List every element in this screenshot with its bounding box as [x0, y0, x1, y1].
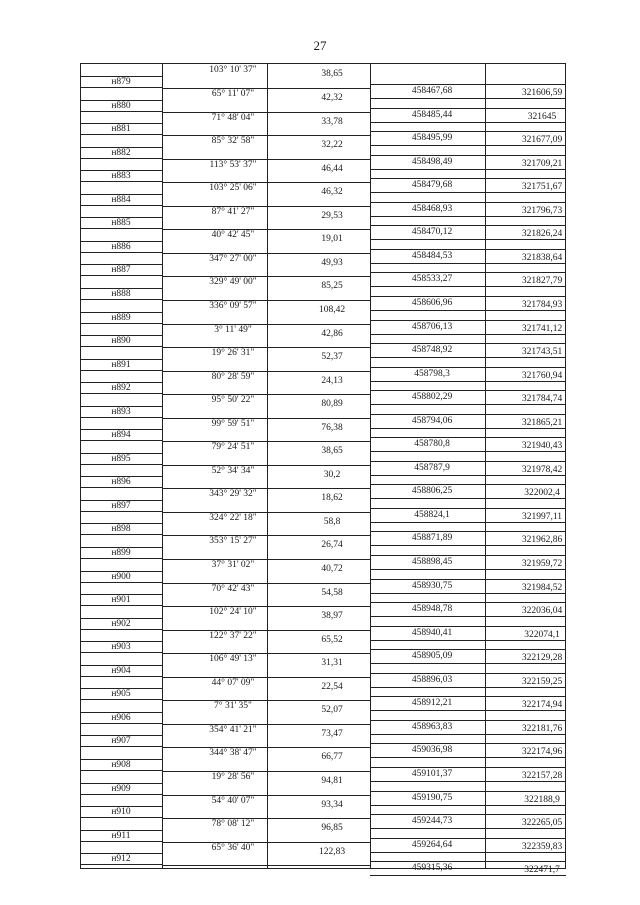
distance-cell: 65,52 — [321, 634, 343, 645]
row-divider — [370, 414, 566, 415]
row-divider — [370, 320, 566, 321]
row-divider — [370, 263, 566, 264]
coord-x-cell: 458905,09 — [411, 651, 453, 662]
page-number: 27 — [313, 38, 327, 53]
row-divider — [370, 334, 566, 335]
row-divider — [370, 555, 566, 556]
bearing-cell: 103° 25' 06" — [209, 183, 257, 194]
bearing-cell: 79° 24' 51" — [211, 442, 255, 453]
row-divider — [81, 228, 162, 229]
row-divider — [370, 437, 566, 438]
coord-y-cell: 322359,83 — [521, 841, 563, 852]
bearing-cell: 19° 28' 56" — [211, 771, 255, 782]
point-id-cell: н893 — [111, 406, 131, 417]
row-divider — [370, 673, 566, 674]
row-divider — [370, 249, 566, 250]
bearing-cell: 343° 29' 32" — [209, 489, 257, 500]
point-id-cell: н911 — [111, 830, 131, 841]
coord-x-cell: 458802,29 — [411, 392, 453, 403]
point-id-cell: н891 — [111, 359, 131, 370]
bearing-cell: 37° 31' 02" — [211, 560, 255, 570]
point-id-cell: н908 — [111, 759, 131, 770]
coord-x-cell: 458806,25 — [411, 486, 453, 497]
coord-x-cell: 459315,36 — [411, 863, 453, 874]
coordinates-table — [80, 63, 566, 876]
coord-y-cell: 322157,28 — [521, 770, 563, 781]
coord-y-cell: 321784,93 — [521, 299, 563, 310]
row-divider — [370, 687, 566, 688]
row-divider — [81, 652, 162, 653]
row-divider — [370, 522, 566, 523]
coord-y-cell: 321743,51 — [521, 347, 563, 358]
bearing-cell: 40° 42' 45" — [211, 230, 255, 241]
bearing-cell: 354° 41' 21" — [209, 724, 257, 735]
distance-cell: 30,2 — [323, 469, 341, 480]
row-divider — [81, 393, 162, 394]
distance-cell: 19,01 — [321, 234, 343, 245]
row-divider — [370, 310, 566, 311]
coord-y-cell: 321760,94 — [521, 370, 563, 381]
row-divider — [370, 508, 566, 509]
row-divider — [81, 111, 162, 112]
distance-cell: 46,32 — [321, 187, 343, 198]
row-divider — [370, 98, 566, 99]
row-divider — [370, 239, 566, 240]
row-divider — [370, 734, 566, 735]
row-divider — [370, 805, 566, 806]
bearing-cell: 347° 27' 00" — [209, 253, 257, 264]
point-id-cell: н898 — [111, 524, 131, 535]
coord-x-cell: 458485,44 — [411, 109, 453, 120]
distance-cell: 29,53 — [321, 210, 343, 221]
bearing-cell: 99° 59' 51" — [211, 418, 255, 429]
row-divider — [370, 545, 566, 546]
point-id-cell: н905 — [111, 689, 131, 700]
row-divider — [370, 108, 566, 109]
point-id-cell: н894 — [111, 430, 131, 441]
row-divider — [81, 582, 162, 583]
distance-cell: 54,58 — [321, 587, 343, 598]
distance-cell: 94,81 — [321, 775, 343, 786]
coord-x-cell: 458940,41 — [411, 627, 453, 638]
row-divider — [81, 817, 162, 818]
row-divider — [81, 87, 162, 88]
coord-x-cell: 458468,93 — [411, 203, 453, 214]
coord-x-cell: 458780,8 — [414, 439, 450, 450]
coord-x-cell: 458533,27 — [411, 274, 453, 285]
row-divider — [370, 640, 566, 641]
coord-y-cell: 322002,4 — [524, 488, 560, 499]
row-divider — [370, 626, 566, 627]
bearing-cell: 106° 49' 13" — [209, 654, 257, 665]
row-divider — [81, 464, 162, 465]
coord-y-cell: 321784,74 — [521, 394, 563, 405]
row-divider — [81, 794, 162, 795]
coord-y-cell: 322265,05 — [521, 818, 563, 829]
coord-y-cell: 321677,09 — [521, 135, 563, 146]
point-id-cell: н883 — [111, 171, 131, 182]
row-divider — [370, 616, 566, 617]
row-divider — [81, 723, 162, 724]
coord-y-cell: 321751,67 — [521, 182, 563, 193]
row-divider — [81, 629, 162, 630]
bearing-cell: 52° 34' 34" — [211, 465, 255, 476]
row-divider — [370, 531, 566, 532]
point-id-cell: н895 — [111, 453, 131, 464]
row-divider — [370, 202, 566, 203]
coord-y-cell: 322188,9 — [524, 794, 560, 805]
row-divider — [81, 252, 162, 253]
coord-y-cell: 322129,28 — [521, 653, 563, 664]
row-divider — [370, 296, 566, 297]
distance-cell: 18,62 — [321, 493, 343, 504]
row-divider — [370, 461, 566, 462]
distance-cell: 76,38 — [321, 422, 343, 433]
coord-y-cell: 321865,21 — [521, 417, 563, 428]
bearing-cell: 87° 41' 27" — [211, 206, 255, 217]
row-divider — [370, 357, 566, 358]
point-id-cell: н881 — [111, 124, 131, 135]
row-divider — [81, 605, 162, 606]
coord-x-cell: 458794,06 — [411, 415, 453, 426]
distance-cell: 85,25 — [321, 281, 343, 292]
distance-cell: 66,77 — [321, 752, 343, 763]
bearing-cell: 70° 42' 43" — [211, 583, 255, 594]
coord-x-cell: 458498,49 — [411, 156, 453, 167]
row-divider — [81, 440, 162, 441]
coord-y-cell: 322074,1 — [524, 629, 560, 640]
row-divider — [81, 699, 162, 700]
point-id-cell: н892 — [111, 383, 131, 394]
bearing-cell: 3° 11' 49" — [214, 324, 252, 335]
bearing-cell: 71° 48' 04" — [211, 112, 255, 123]
row-divider — [370, 475, 566, 476]
bearing-cell: 324° 22' 18" — [209, 512, 257, 523]
row-divider — [370, 381, 566, 382]
coord-y-cell: 322159,25 — [521, 676, 563, 687]
coord-x-cell: 458748,92 — [411, 345, 453, 356]
row-divider — [370, 404, 566, 405]
coord-x-cell: 458912,21 — [411, 698, 453, 709]
row-divider — [162, 865, 370, 866]
coord-x-cell: 458470,12 — [411, 227, 453, 238]
row-divider — [370, 757, 566, 758]
row-divider — [370, 155, 566, 156]
point-id-cell: н901 — [111, 595, 131, 606]
coord-y-cell: 322181,76 — [521, 723, 563, 734]
point-id-cell: н887 — [111, 265, 131, 276]
bearing-cell: 122° 37' 22" — [209, 630, 257, 641]
row-divider — [370, 767, 566, 768]
bearing-cell: 19° 26' 31" — [211, 348, 255, 359]
row-divider — [370, 602, 566, 603]
distance-cell: 73,47 — [321, 728, 343, 739]
distance-cell: 22,54 — [321, 681, 343, 692]
point-id-cell: н880 — [111, 100, 131, 111]
bearing-cell: 65° 11' 07" — [211, 89, 255, 99]
coord-x-cell: 458798,3 — [414, 368, 450, 379]
distance-cell: 96,85 — [321, 823, 343, 834]
distance-cell: 31,31 — [321, 658, 343, 669]
coord-x-cell: 458479,68 — [411, 180, 453, 191]
coord-y-cell: 321838,64 — [521, 252, 563, 263]
point-id-cell: н909 — [111, 783, 131, 794]
row-divider — [81, 511, 162, 512]
row-divider — [370, 216, 566, 217]
row-divider — [370, 343, 566, 344]
distance-cell: 122,83 — [318, 846, 346, 857]
row-divider — [370, 428, 566, 429]
coord-y-cell: 321962,86 — [521, 535, 563, 546]
point-id-cell: н907 — [111, 736, 131, 747]
coord-y-cell: 321709,21 — [521, 158, 563, 169]
coord-y-cell: 321984,52 — [521, 582, 563, 593]
distance-cell: 80,89 — [321, 399, 343, 410]
bearing-cell: 95° 50' 22" — [211, 395, 255, 406]
row-divider — [370, 192, 566, 193]
row-divider — [370, 781, 566, 782]
row-divider — [81, 181, 162, 182]
coord-x-cell: 459264,64 — [411, 839, 453, 850]
coord-x-cell: 458706,13 — [411, 321, 453, 332]
distance-cell: 40,72 — [321, 564, 343, 574]
coord-x-cell: 458963,83 — [411, 721, 453, 732]
row-divider — [81, 746, 162, 747]
distance-cell: 38,65 — [321, 446, 343, 457]
coord-y-cell: 322471,7 — [524, 865, 560, 876]
coord-y-cell: 321940,43 — [521, 441, 563, 452]
distance-cell: 93,34 — [321, 799, 343, 810]
row-divider — [81, 323, 162, 324]
bearing-cell: 103° 10' 37" — [209, 65, 257, 75]
point-id-cell: н904 — [111, 665, 131, 676]
row-divider — [370, 663, 566, 664]
bearing-cell: 44° 07' 09" — [211, 677, 255, 688]
row-divider — [370, 498, 566, 499]
coord-x-cell: 458606,96 — [411, 297, 453, 308]
row-divider — [81, 417, 162, 418]
coord-x-cell: 458467,68 — [411, 86, 453, 96]
row-divider — [81, 534, 162, 535]
distance-cell: 38,65 — [321, 69, 343, 79]
bearing-cell: 85° 32' 58" — [211, 136, 255, 147]
distance-cell: 108,42 — [318, 304, 346, 315]
row-divider — [81, 841, 162, 842]
row-divider — [370, 390, 566, 391]
row-divider — [81, 346, 162, 347]
point-id-cell: н885 — [111, 218, 131, 229]
coord-x-cell: 459244,73 — [411, 816, 453, 827]
coord-y-cell: 321741,12 — [521, 323, 563, 334]
row-divider — [81, 370, 162, 371]
row-divider — [81, 558, 162, 559]
point-id-cell: н906 — [111, 712, 131, 723]
distance-cell: 42,86 — [321, 328, 343, 339]
coord-y-cell: 321826,24 — [521, 229, 563, 240]
row-divider — [370, 272, 566, 273]
row-divider — [370, 569, 566, 570]
point-id-cell: н912 — [111, 854, 131, 865]
coord-y-cell: 322174,94 — [521, 700, 563, 711]
coord-x-cell: 458824,1 — [414, 509, 450, 520]
distance-cell: 52,37 — [321, 352, 343, 363]
coord-y-cell: 321959,72 — [521, 559, 563, 569]
row-divider — [370, 861, 566, 862]
row-divider — [370, 484, 566, 485]
row-divider — [81, 275, 162, 276]
bearing-cell: 65° 36' 40" — [211, 842, 255, 853]
row-divider — [370, 84, 566, 85]
row-divider — [81, 487, 162, 488]
coord-y-cell: 321827,79 — [521, 276, 563, 287]
row-divider — [370, 696, 566, 697]
column-divider — [370, 64, 371, 868]
bearing-cell: 329° 49' 00" — [209, 277, 257, 288]
row-divider — [370, 875, 566, 876]
point-id-cell: н890 — [111, 336, 131, 347]
bearing-cell: 336° 09' 57" — [209, 300, 257, 311]
row-divider — [81, 676, 162, 677]
bearing-cell: 80° 28' 59" — [211, 371, 255, 382]
column-divider — [485, 64, 486, 868]
row-divider — [370, 593, 566, 594]
row-divider — [370, 169, 566, 170]
coord-x-cell: 458896,03 — [411, 674, 453, 685]
row-divider — [81, 134, 162, 135]
row-divider — [370, 579, 566, 580]
row-divider — [81, 158, 162, 159]
coord-x-cell: 459101,37 — [411, 768, 453, 779]
coord-x-cell: 458871,89 — [411, 533, 453, 544]
row-divider — [370, 838, 566, 839]
coord-x-cell: 458787,9 — [414, 462, 450, 473]
row-divider — [370, 710, 566, 711]
row-divider — [370, 852, 566, 853]
row-divider — [81, 770, 162, 771]
row-divider — [81, 205, 162, 206]
distance-cell: 42,32 — [321, 93, 343, 103]
point-id-cell: н888 — [111, 288, 131, 299]
point-id-cell: н882 — [111, 147, 131, 158]
point-id-cell: н896 — [111, 477, 131, 488]
bearing-cell: 102° 24' 10" — [209, 607, 257, 618]
coord-x-cell: 458495,99 — [411, 133, 453, 144]
coord-x-cell: 458930,75 — [411, 580, 453, 591]
point-id-cell: н900 — [111, 571, 131, 582]
point-id-cell: н897 — [111, 500, 131, 511]
row-divider — [370, 286, 566, 287]
row-divider — [370, 791, 566, 792]
distance-cell: 26,74 — [321, 540, 343, 551]
distance-cell: 38,97 — [321, 611, 343, 622]
distance-cell: 52,07 — [321, 705, 343, 716]
coord-y-cell: 322036,04 — [521, 606, 563, 617]
row-divider — [370, 451, 566, 452]
point-id-cell: н889 — [111, 312, 131, 323]
coord-x-cell: 458484,53 — [411, 250, 453, 261]
bearing-cell: 344° 38' 47" — [209, 748, 257, 759]
coord-y-cell: 321606,59 — [521, 88, 563, 98]
row-divider — [370, 828, 566, 829]
row-divider — [370, 743, 566, 744]
point-id-cell: н879 — [111, 77, 131, 87]
distance-cell: 33,78 — [321, 116, 343, 127]
row-divider — [370, 131, 566, 132]
row-divider — [81, 299, 162, 300]
coord-y-cell: 321978,42 — [521, 464, 563, 475]
row-divider — [370, 720, 566, 721]
coord-y-cell: 322174,96 — [521, 747, 563, 758]
row-divider — [81, 864, 162, 865]
coord-y-cell: 321997,11 — [521, 511, 563, 522]
distance-cell: 58,8 — [323, 516, 341, 527]
coord-y-cell: 321796,73 — [521, 205, 563, 216]
bearing-cell: 113° 53' 37" — [209, 159, 257, 170]
distance-cell: 32,22 — [321, 140, 343, 151]
row-divider — [370, 367, 566, 368]
point-id-cell: н899 — [111, 548, 131, 558]
coord-y-cell: 321645 — [527, 111, 557, 122]
bearing-cell: 7° 31' 35" — [214, 701, 252, 712]
distance-cell: 49,93 — [321, 257, 343, 268]
row-divider — [370, 814, 566, 815]
row-divider — [370, 225, 566, 226]
coord-x-cell: 458898,45 — [411, 557, 453, 567]
row-divider — [370, 178, 566, 179]
bearing-cell: 54° 40' 07" — [211, 795, 255, 806]
point-id-cell: н884 — [111, 194, 131, 205]
point-id-cell: н903 — [111, 642, 131, 653]
row-divider — [370, 122, 566, 123]
bearing-cell: 353° 15' 27" — [209, 536, 257, 547]
distance-cell: 46,44 — [321, 163, 343, 174]
coord-x-cell: 459190,75 — [411, 792, 453, 803]
point-id-cell: н902 — [111, 618, 131, 629]
distance-cell: 24,13 — [321, 375, 343, 386]
row-divider — [370, 649, 566, 650]
coord-x-cell: 459036,98 — [411, 745, 453, 756]
row-divider — [370, 145, 566, 146]
point-id-cell: н886 — [111, 241, 131, 252]
point-id-cell: н910 — [111, 807, 131, 818]
coord-x-cell: 458948,78 — [411, 604, 453, 615]
bearing-cell: 78° 08' 12" — [211, 819, 255, 830]
